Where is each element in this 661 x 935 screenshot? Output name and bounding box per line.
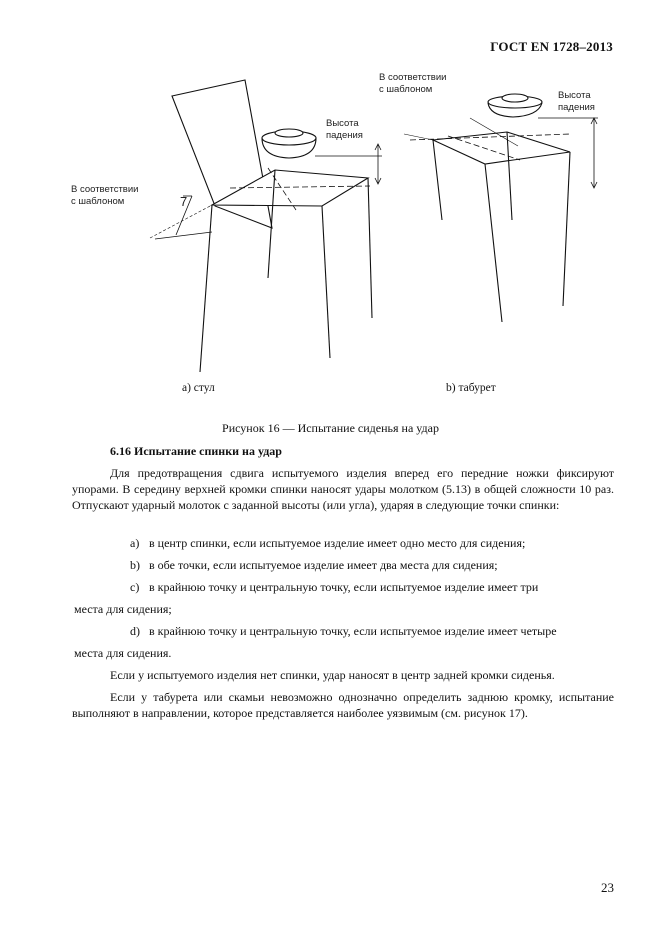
list-text: в обе точки, если испытуемое изделие имеет два места для сидения; xyxy=(149,558,498,572)
list-mark: b) xyxy=(130,558,140,572)
list-item-b xyxy=(130,557,614,573)
chair-drop-line-1: Высота xyxy=(326,118,359,129)
list-item-d-cont: места для сидения. xyxy=(74,646,172,660)
stool-drop-height-label xyxy=(558,90,595,114)
chair-drop-line-2: падения xyxy=(326,130,363,141)
list-text: в крайнюю точку и центральную точку, если испытуемое изделие имеет три xyxy=(149,580,539,594)
list-item-a xyxy=(130,535,614,551)
list-text: в крайнюю точку и центральную точку, если испытуемое изделие имеет четыре xyxy=(149,624,557,638)
stool-drawing xyxy=(404,94,598,322)
chair-template-line-2: с шаблоном xyxy=(71,196,125,207)
list-mark: a) xyxy=(130,536,140,550)
list-item-c xyxy=(130,579,614,595)
stool-drop-line-2: падения xyxy=(558,102,595,113)
chair-template-line-1: В соответствии xyxy=(71,184,139,195)
paragraph-1: Для предотвращения сдвига испытуемого изделия вперед его передние ножки фиксируют упорами. В середину верхней кромки спинки наносят удары молотком (5.13) в общей сложности 10 раз. Отпускают ударный молоток с заданной высоты (или угла), ударяя в следующие точки спинки: xyxy=(72,466,614,512)
stool-template-line-1: В соответствии xyxy=(379,72,447,83)
paragraph-3: Если у табурета или скамьи невозможно однозначно определить заднюю кромку, испытание выполняют в направлении, которое представляется наиболее уязвимым (см. рисунок 17). xyxy=(72,690,614,720)
chair-template-label xyxy=(71,184,138,208)
list-item-d xyxy=(130,623,614,639)
stool-drop-line-1: Высота xyxy=(558,90,591,101)
list-item-c-cont: места для сидения; xyxy=(74,602,172,616)
list-text: в центр спинки, если испытуемое изделие имеет одно место для сидения; xyxy=(149,536,526,550)
chair-dimension-marker: 7 xyxy=(180,194,188,209)
subcaption-stool: b) табурет xyxy=(446,382,496,394)
list-mark: d) xyxy=(130,624,140,638)
stool-template-label xyxy=(379,72,446,96)
subcaption-chair: a) стул xyxy=(182,382,215,394)
figure-16 xyxy=(0,60,661,380)
figure-caption: Рисунок 16 — Испытание сиденья на удар xyxy=(222,421,439,435)
document-header: ГОСТ EN 1728–2013 xyxy=(490,39,613,54)
list-mark: c) xyxy=(130,580,140,594)
page-number: 23 xyxy=(601,880,614,895)
paragraph-2: Если у испытуемого изделия нет спинки, удар наносят в центр задней кромки сиденья. xyxy=(110,668,555,682)
stool-template-line-2: с шаблоном xyxy=(379,84,433,95)
chair-drop-height-label xyxy=(326,118,363,142)
section-heading: 6.16 Испытание спинки на удар xyxy=(110,444,282,458)
